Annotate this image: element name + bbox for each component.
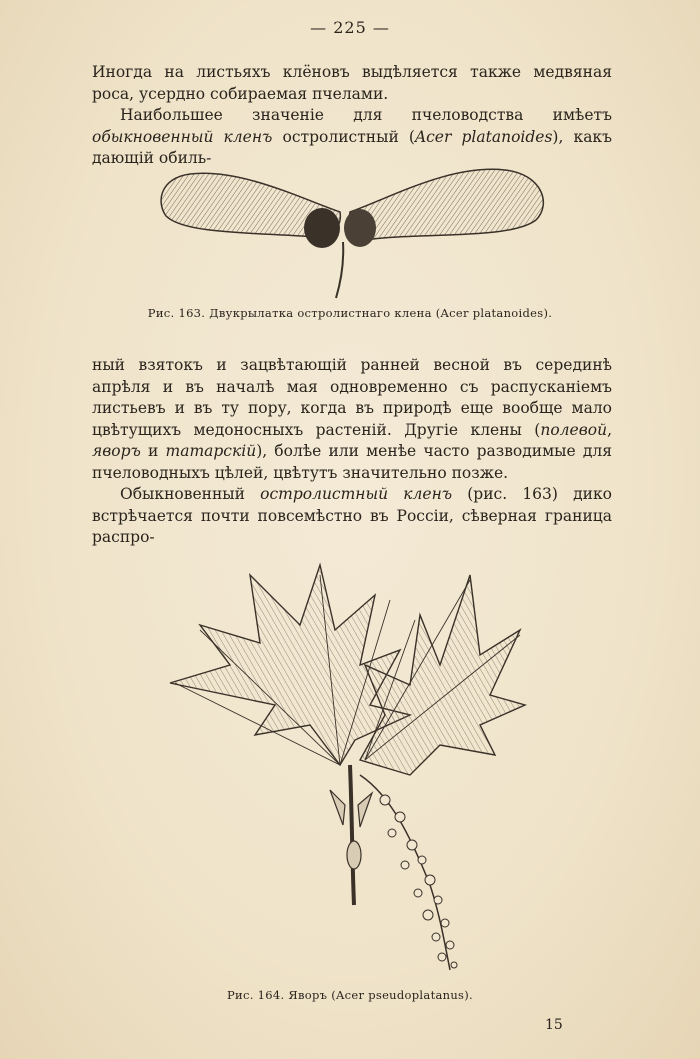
- paragraph-2: Наибольшее значеніе для пчеловодства имѣетъ обыкновенный кленъ остролистный (Acer platanoides), какъ дающій обиль-: [92, 106, 612, 167]
- paragraph-4: Обыкновенный остролистный кленъ (рис. 163) дико встрѣчается почти повсемѣстно въ Россіи, сѣверная граница распро-: [92, 485, 612, 546]
- figure-164-caption: Рис. 164. Яворъ (Acer pseudoplatanus).: [226, 988, 473, 1002]
- signature-mark: 15: [545, 1017, 563, 1033]
- paragraph-1: Иногда на листьяхъ клёновъ выдѣляется также медвяная роса, усердно собираемая пчелами.: [92, 63, 612, 103]
- page-number: — 225 —: [310, 18, 390, 37]
- sycamore-branch-illustration: [160, 555, 530, 975]
- paragraph-3: ный взятокъ и зацвѣтающій ранней весной въ серединѣ апрѣля и въ началѣ мая одновременно съ распусканіемъ листьевъ и въ ту пору, когда въ природѣ еще вообще мало цвѣтущихъ медоносныхъ растеній. Другіе клены (полевой, яворъ и татарскій), болѣе или менѣе часто разводимые для пчеловодныхъ цѣлей, цвѣтутъ значительно позже.: [92, 356, 613, 482]
- figure-163-caption: Рис. 163. Двукрылатка остролистнаго клена (Acer platanoides).: [147, 306, 553, 320]
- text-block-top: [92, 62, 612, 170]
- samara-illustration: [150, 160, 560, 300]
- text-block-middle: [92, 355, 612, 549]
